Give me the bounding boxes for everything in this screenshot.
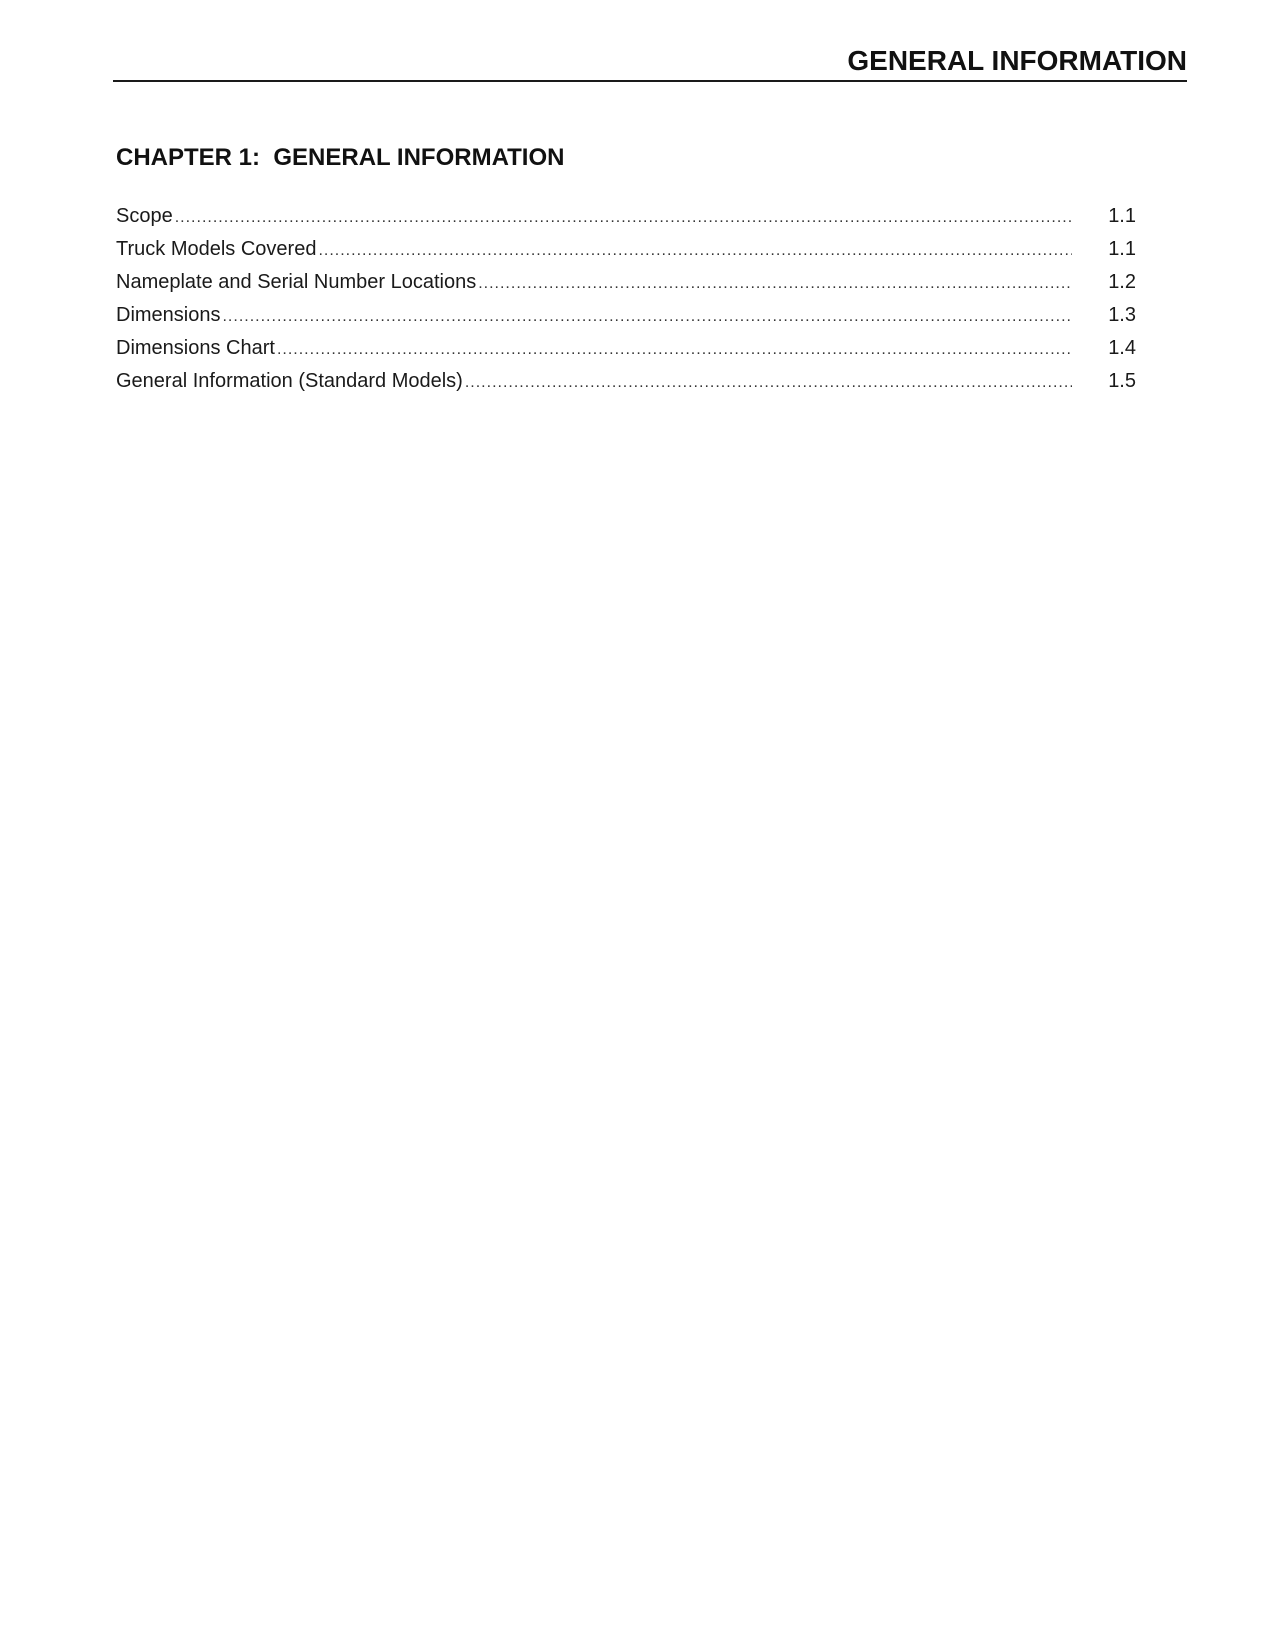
toc-entry-general-information-standard-models[interactable]: [116, 365, 1136, 398]
toc-entry-page: 1.3: [1108, 304, 1136, 326]
dot-leader: [175, 201, 1072, 234]
toc-entry-truck-models-covered[interactable]: [116, 233, 1136, 266]
toc-entry-label: Nameplate and Serial Number Locations: [116, 271, 477, 293]
toc-entry-nameplate-serial-locations[interactable]: [116, 266, 1136, 299]
dot-leader: [465, 366, 1072, 399]
dot-leader: [277, 333, 1072, 366]
dot-leader: [222, 300, 1072, 333]
toc-entry-page: 1.4: [1108, 337, 1136, 359]
toc-entry-page: 1.1: [1108, 205, 1136, 227]
page-header-title: GENERAL INFORMATION: [847, 45, 1187, 76]
dot-leader: [478, 267, 1072, 300]
dot-leader: [318, 234, 1072, 267]
toc-entry-label: Dimensions: [116, 304, 221, 326]
toc-entry-label: Dimensions Chart: [116, 337, 275, 359]
toc-entry-label: Truck Models Covered: [116, 238, 317, 260]
chapter-title: CHAPTER 1: GENERAL INFORMATION: [116, 144, 565, 171]
page-header: [113, 44, 1187, 82]
table-of-contents: [116, 200, 1136, 398]
toc-entry-dimensions[interactable]: [116, 299, 1136, 332]
toc-entry-scope[interactable]: [116, 200, 1136, 233]
toc-entry-label: Scope: [116, 205, 173, 227]
toc-entry-page: 1.2: [1108, 271, 1136, 293]
toc-entry-dimensions-chart[interactable]: [116, 332, 1136, 365]
toc-entry-label: General Information (Standard Models): [116, 370, 463, 392]
toc-entry-page: 1.1: [1108, 238, 1136, 260]
toc-entry-page: 1.5: [1108, 370, 1136, 392]
